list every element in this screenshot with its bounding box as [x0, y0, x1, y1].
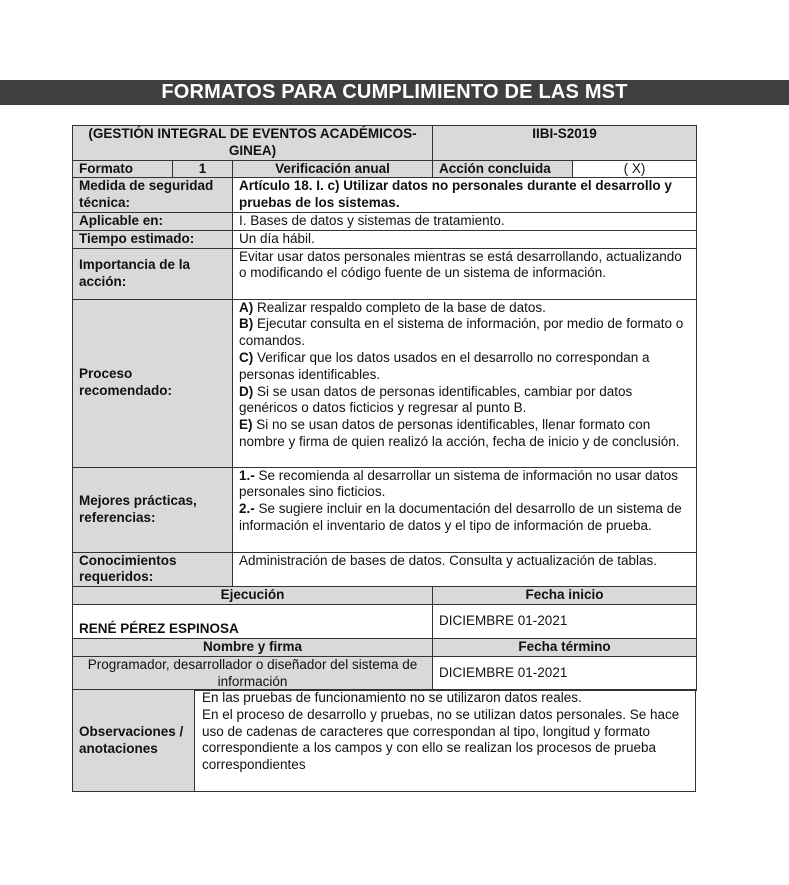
medida-label: Medida de seguridad técnica: — [73, 178, 233, 213]
proceso-step: E) Si no se usan datos de personas identificables, llenar formato con nombre y firma de quien realizó la acción, fecha de inicio y de conclusión. — [239, 417, 680, 449]
observaciones-line: En las pruebas de funcionamiento no se utilizaron datos reales. — [202, 690, 582, 705]
aplicable-label: Aplicable en: — [73, 212, 233, 230]
mejores-item: 2.- Se sugiere incluir en la documentación del desarrollo de un sistema de información el inventario de datos y el tipo de información de prueba. — [239, 501, 682, 533]
mejores-label: Mejores prácticas, referencias: — [73, 467, 233, 552]
mejores-item: 1.- Se recomienda al desarrollar un sistema de información no usar datos personales sino ficticios. — [239, 467, 678, 500]
action-concluded-label: Acción concluida — [433, 160, 573, 178]
proceso-step: D) Si se usan datos de personas identificables, cambiar por datos genéricos o datos ficticios y regresar al punto B. — [239, 383, 633, 416]
fecha-inicio-value: DICIEMBRE 01-2021 — [433, 604, 697, 638]
executor-role: Programador, desarrollador o diseñador del sistema de información — [73, 656, 433, 691]
project-name: (GESTIÓN INTEGRAL DE EVENTOS ACADÉMICOS- GINEA) — [73, 126, 433, 161]
ejecucion-label: Ejecución — [73, 587, 433, 605]
fecha-inicio-label: Fecha inicio — [433, 587, 697, 605]
formato-label: Formato — [73, 160, 173, 178]
tiempo-label: Tiempo estimado: — [73, 230, 233, 248]
formato-value: 1 — [173, 160, 233, 178]
aplicable-value: I. Bases de datos y sistemas de tratamiento. — [233, 212, 697, 230]
project-code: IIBI-S2019 — [433, 126, 697, 161]
importancia-label: Importancia de la acción: — [73, 248, 233, 299]
medida-value: Artículo 18. I. c) Utilizar datos no personales durante el desarrollo y pruebas de los sistemas. — [233, 178, 697, 213]
observaciones-text — [196, 690, 695, 774]
observaciones-box — [72, 689, 696, 792]
action-concluded-checkbox: ( X) — [573, 160, 697, 178]
mejores-items — [233, 467, 697, 552]
observaciones-line: En el proceso de desarrollo y pruebas, no se utilizan datos personales. Se hace uso de cadenas de caracteres que correspondan al tipo, longitud y formato correspondiente a los campos y con ello se realizan los procesos de prueba correspondientes — [202, 706, 680, 773]
proceso-step: C) Verificar que los datos usados en el desarrollo no correspondan a personas identificables. — [239, 349, 650, 382]
tiempo-value: Un día hábil. — [233, 230, 697, 248]
proceso-steps — [233, 299, 697, 467]
verification-label: Verificación anual — [233, 160, 433, 178]
fecha-termino-value: DICIEMBRE 01-2021 — [433, 656, 697, 691]
mst-format-table — [72, 125, 697, 691]
conocimientos-label: Conocimientos requeridos: — [73, 552, 233, 587]
importancia-value: Evitar usar datos personales mientras se está desarrollando, actualizando o modificando el código fuente de un sistema de información. — [233, 248, 697, 299]
executor-name: RENÉ PÉREZ ESPINOSA — [73, 604, 433, 638]
proceso-label: Proceso recomendado: — [73, 299, 233, 467]
observaciones-label: Observaciones / anotaciones — [73, 690, 195, 791]
conocimientos-value: Administración de bases de datos. Consulta y actualización de tablas. — [233, 552, 697, 587]
fecha-termino-label: Fecha término — [433, 638, 697, 656]
proceso-step: B) Ejecutar consulta en el sistema de información, por medio de formato o comandos. — [239, 316, 684, 349]
proceso-step: A) Realizar respaldo completo de la base de datos. — [239, 299, 546, 315]
nombre-firma-label: Nombre y firma — [73, 638, 433, 656]
document-banner-title: FORMATOS PARA CUMPLIMIENTO DE LAS MST — [0, 80, 789, 105]
